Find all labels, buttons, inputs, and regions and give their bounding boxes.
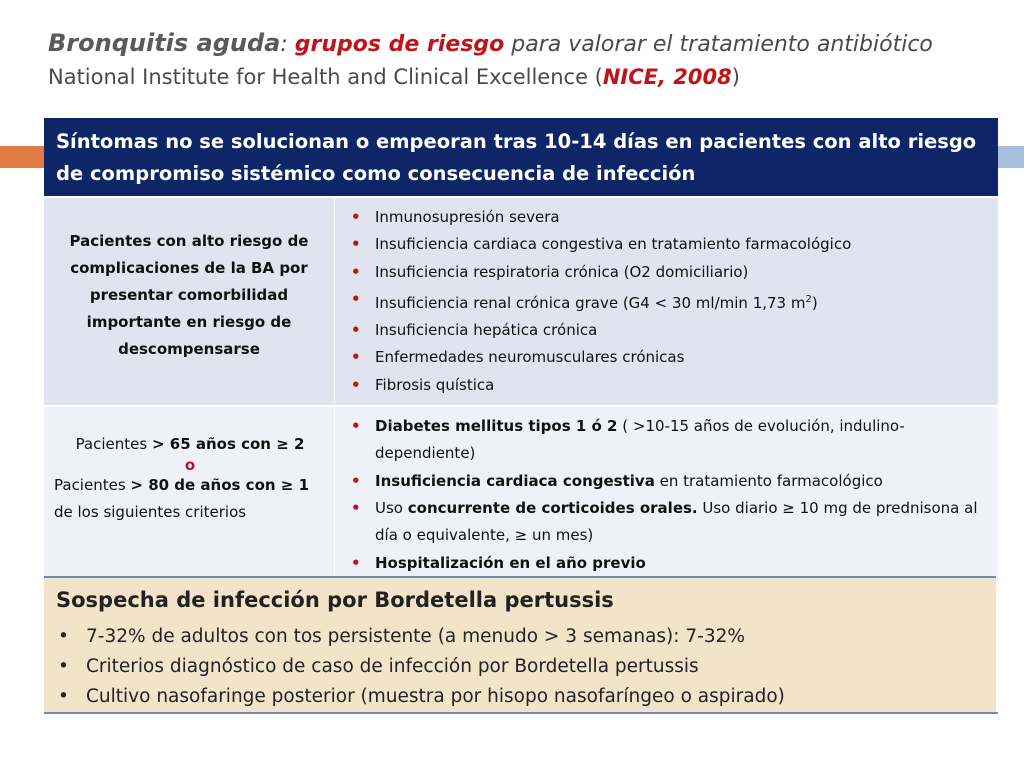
list-item: • Insuficiencia hepática crónica xyxy=(349,317,988,344)
title-colon: : xyxy=(280,32,288,57)
bullet-icon: • xyxy=(351,348,361,367)
slide-title xyxy=(48,26,1008,92)
list-item: • Criterios diagnóstico de caso de infección por Bordetella pertussis xyxy=(56,652,785,682)
list-item: • Insuficiencia renal crónica grave (G4 < 30 ml/min 1,73 $m^2$) xyxy=(349,286,988,317)
title-org-close: ) xyxy=(731,65,740,89)
title-line-1 xyxy=(48,26,1008,62)
left-accent-bar xyxy=(0,146,44,168)
list-item: • Fibrosis quística xyxy=(349,372,988,399)
list-item: • Insuficiencia respiratoria crónica (O2 domiciliario) xyxy=(349,259,988,286)
bullet-icon: • xyxy=(351,553,361,572)
bullet-icon: • xyxy=(351,471,361,490)
right-accent-bar xyxy=(998,146,1024,168)
age-80-criterion: Pacientes > 80 de años con ≥ 1 de los siguientes criterios xyxy=(54,476,310,522)
list-item: • Uso concurrente de corticoides orales. Uso diario ≥ 10 mg de prednisona al día o equivalente, ≥ un mes) xyxy=(349,495,988,550)
bullet-icon: • xyxy=(58,686,69,707)
pertussis-list xyxy=(56,622,785,712)
row2-list xyxy=(349,413,988,577)
bullet-icon: • xyxy=(351,498,361,517)
bullet-icon: • xyxy=(351,417,361,436)
pertussis-box xyxy=(44,576,996,714)
bullet-icon: • xyxy=(351,321,361,340)
or-connector: o xyxy=(184,456,196,475)
row1-criteria: Pacientes con alto riesgo de complicaciones de la BA por presentar comorbilidad importante en riesgo de descompensarse xyxy=(44,197,335,406)
list-item: • Enfermedades neuromusculares crónicas xyxy=(349,344,988,371)
table-row xyxy=(44,197,998,406)
title-line-2 xyxy=(48,62,1008,92)
bottom-divider xyxy=(44,712,998,714)
list-item: • Diabetes mellitus tipos 1 ó 2 ( >10-15 años de evolución, indulino-dependiente) xyxy=(349,413,988,468)
list-item: • Inmunosupresión severa xyxy=(349,204,988,231)
row1-list xyxy=(349,204,988,399)
superscript: 2 xyxy=(805,293,812,305)
table-row xyxy=(44,406,998,583)
bullet-icon: • xyxy=(351,262,361,281)
bullet-icon: • xyxy=(351,235,361,254)
list-item: • Cultivo nasofaringe posterior (muestra por hisopo nasofaríngeo o aspirado) xyxy=(56,682,785,712)
row2-criteria xyxy=(44,406,335,583)
bullet-icon: • xyxy=(351,208,361,226)
list-item: • Hospitalización en el año previo xyxy=(349,550,988,577)
pertussis-title: Sospecha de infección por Bordetella pertussis xyxy=(56,588,614,612)
title-nice: NICE, 2008 xyxy=(602,65,732,89)
risk-groups-table xyxy=(44,118,998,583)
bullet-icon: • xyxy=(58,656,69,677)
row1-conditions xyxy=(335,197,999,406)
bullet-icon: • xyxy=(58,626,69,647)
title-risk-groups: grupos de riesgo xyxy=(294,32,505,57)
title-org: National Institute for Health and Clinical Excellence ( xyxy=(48,65,603,89)
title-rest: para valorar el tratamiento antibiótico xyxy=(511,32,933,57)
bullet-icon: • xyxy=(351,375,361,394)
age-65-criterion: Pacientes > 65 años con ≥ 2 xyxy=(75,435,305,454)
title-main: Bronquitis aguda xyxy=(48,29,281,57)
list-item: • Insuficiencia cardiaca congestiva en tratamiento farmacológico xyxy=(349,231,988,258)
bullet-icon: • xyxy=(351,289,361,308)
table-header: Síntomas no se solucionan o empeoran tras 10-14 días en pacientes con alto riesgo de compromiso sistémico como consecuencia de infección xyxy=(44,118,998,197)
list-item: • 7-32% de adultos con tos persistente (a menudo > 3 semanas): 7-32% xyxy=(56,622,785,652)
row2-conditions xyxy=(335,406,999,583)
list-item: • Insuficiencia cardiaca congestiva en tratamiento farmacológico xyxy=(349,468,988,495)
